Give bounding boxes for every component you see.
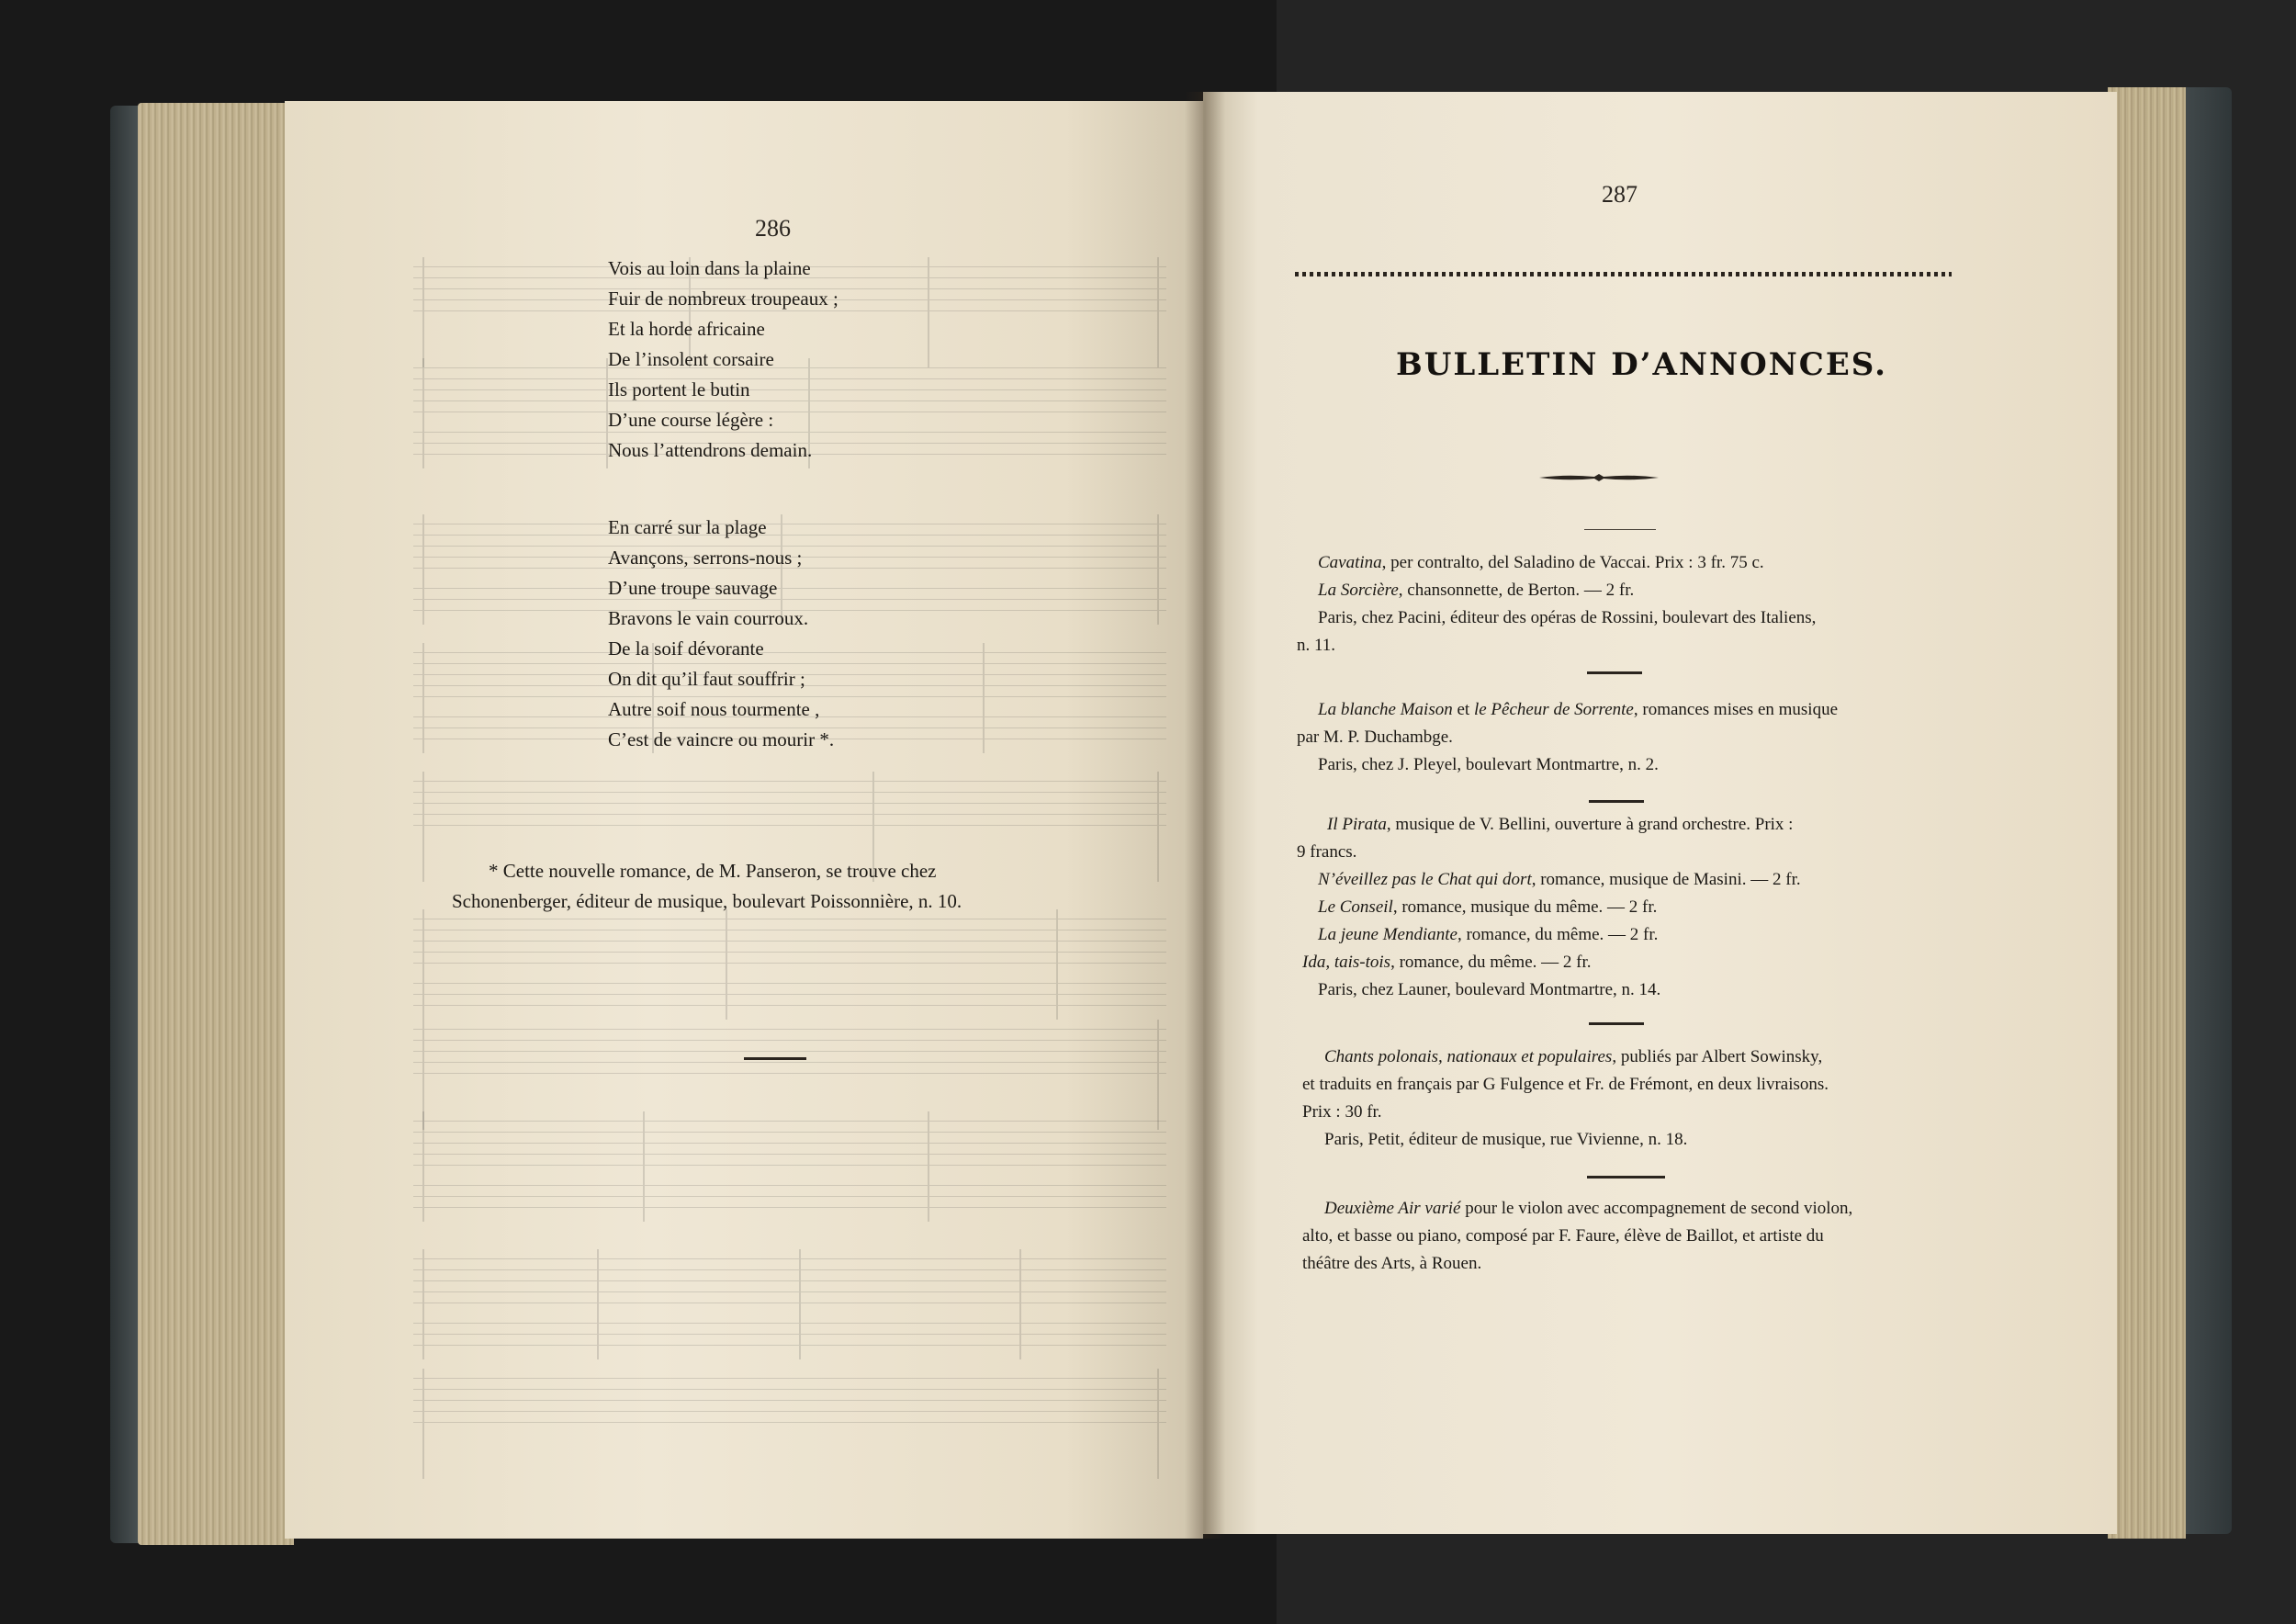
announcement-line: Paris, chez Pacini, éditeur des opéras de Rossini, boulevart des Italiens, — [1318, 608, 1817, 627]
header-dotted-rule — [1295, 272, 1952, 276]
announcement-line: Paris, chez J. Pleyel, boulevart Montmartre, n. 2. — [1318, 755, 1659, 774]
poem-line: Nous l’attendrons demain. — [608, 439, 813, 461]
announcement-line: Il Pirata, musique de V. Bellini, ouverture à grand orchestre. Prix : — [1327, 815, 1794, 834]
announcement-line: Ida, tais-tois, romance, du même. — 2 fr. — [1302, 953, 1592, 972]
poem-line: D’une troupe sauvage — [608, 577, 778, 599]
divider-rule — [1587, 1176, 1665, 1179]
bulletin-title: BULLETIN D’ANNONCES. — [1396, 346, 1887, 383]
title-ornament — [1539, 472, 1659, 483]
announcement-line: Cavatina, per contralto, del Saladino de Vaccai. Prix : 3 fr. 75 c. — [1318, 553, 1764, 572]
announcement-line: théâtre des Arts, à Rouen. — [1302, 1254, 1482, 1273]
bleed-through-staff — [413, 1249, 1166, 1359]
poem-line: Et la horde africaine — [608, 318, 765, 340]
footnote-line: Schonenberger, éditeur de musique, boulevart Poissonnière, n. 10. — [452, 890, 962, 912]
page-number-right: 287 — [1602, 181, 1638, 208]
right-page — [1203, 92, 2117, 1534]
announcement-line: Paris, Petit, éditeur de musique, rue Vivienne, n. 18. — [1324, 1130, 1688, 1149]
page-edges-right — [2108, 87, 2186, 1539]
announcement-line: La blanche Maison et le Pêcheur de Sorrente, romances mises en musique — [1318, 700, 1839, 719]
announcement-line: N’éveillez pas le Chat qui dort, romance, musique de Masini. — 2 fr. — [1318, 870, 1801, 889]
poem-line: En carré sur la plage — [608, 516, 767, 538]
book-gutter — [1185, 92, 1225, 1539]
page-number-left: 286 — [755, 215, 791, 242]
announcement-line: 9 francs. — [1297, 842, 1357, 862]
bleed-through-staff — [413, 1111, 1166, 1222]
announcement-line: par M. P. Duchambge. — [1297, 727, 1453, 747]
announcement-line: alto, et basse ou piano, composé par F. Faure, élève de Baillot, et artiste du — [1302, 1226, 1824, 1246]
announcement-line: et traduits en français par G Fulgence et Fr. de Frémont, en deux livraisons. — [1302, 1075, 1829, 1094]
poem-line: Bravons le vain courroux. — [608, 607, 809, 629]
announcement-line: Paris, chez Launer, boulevard Montmartre, n. 14. — [1318, 980, 1661, 999]
poem-line: Fuir de nombreux troupeaux ; — [608, 288, 838, 310]
announcement-line: La jeune Mendiante, romance, du même. — 2 fr. — [1318, 925, 1659, 944]
announcement-line: Prix : 30 fr. — [1302, 1102, 1382, 1122]
poem-line: D’une course légère : — [608, 409, 774, 431]
poem-line: De la soif dévorante — [608, 637, 764, 660]
poem-line: Vois au loin dans la plaine — [608, 257, 811, 279]
footnote-line: * Cette nouvelle romance, de M. Panseron, se trouve chez — [489, 860, 937, 882]
divider-rule — [1589, 1022, 1644, 1025]
announcement-line: La Sorcière, chansonnette, de Berton. — 2 fr. — [1318, 581, 1635, 600]
divider-rule — [1584, 529, 1656, 530]
announcement-line: Le Conseil, romance, musique du même. — 2 fr. — [1318, 897, 1658, 917]
page-edges-left — [138, 103, 294, 1545]
bleed-through-staff — [413, 909, 1166, 1020]
announcement-line: n. 11. — [1297, 636, 1336, 655]
section-end-rule — [744, 1057, 806, 1060]
poem-line: Autre soif nous tourmente , — [608, 698, 820, 720]
poem-line: Ils portent le butin — [608, 378, 750, 400]
poem-line: On dit qu’il faut souffrir ; — [608, 668, 805, 690]
divider-rule — [1587, 671, 1642, 674]
announcement-line: Chants polonais, nationaux et populaires, publiés par Albert Sowinsky, — [1324, 1047, 1823, 1066]
poem-line: C’est de vaincre ou mourir *. — [608, 728, 835, 750]
bleed-through-staff — [413, 1369, 1166, 1479]
announcement-line: Deuxième Air varié pour le violon avec accompagnement de second violon, — [1324, 1199, 1853, 1218]
divider-rule — [1589, 800, 1644, 803]
poem-line: De l’insolent corsaire — [608, 348, 774, 370]
poem-line: Avançons, serrons-nous ; — [608, 547, 803, 569]
